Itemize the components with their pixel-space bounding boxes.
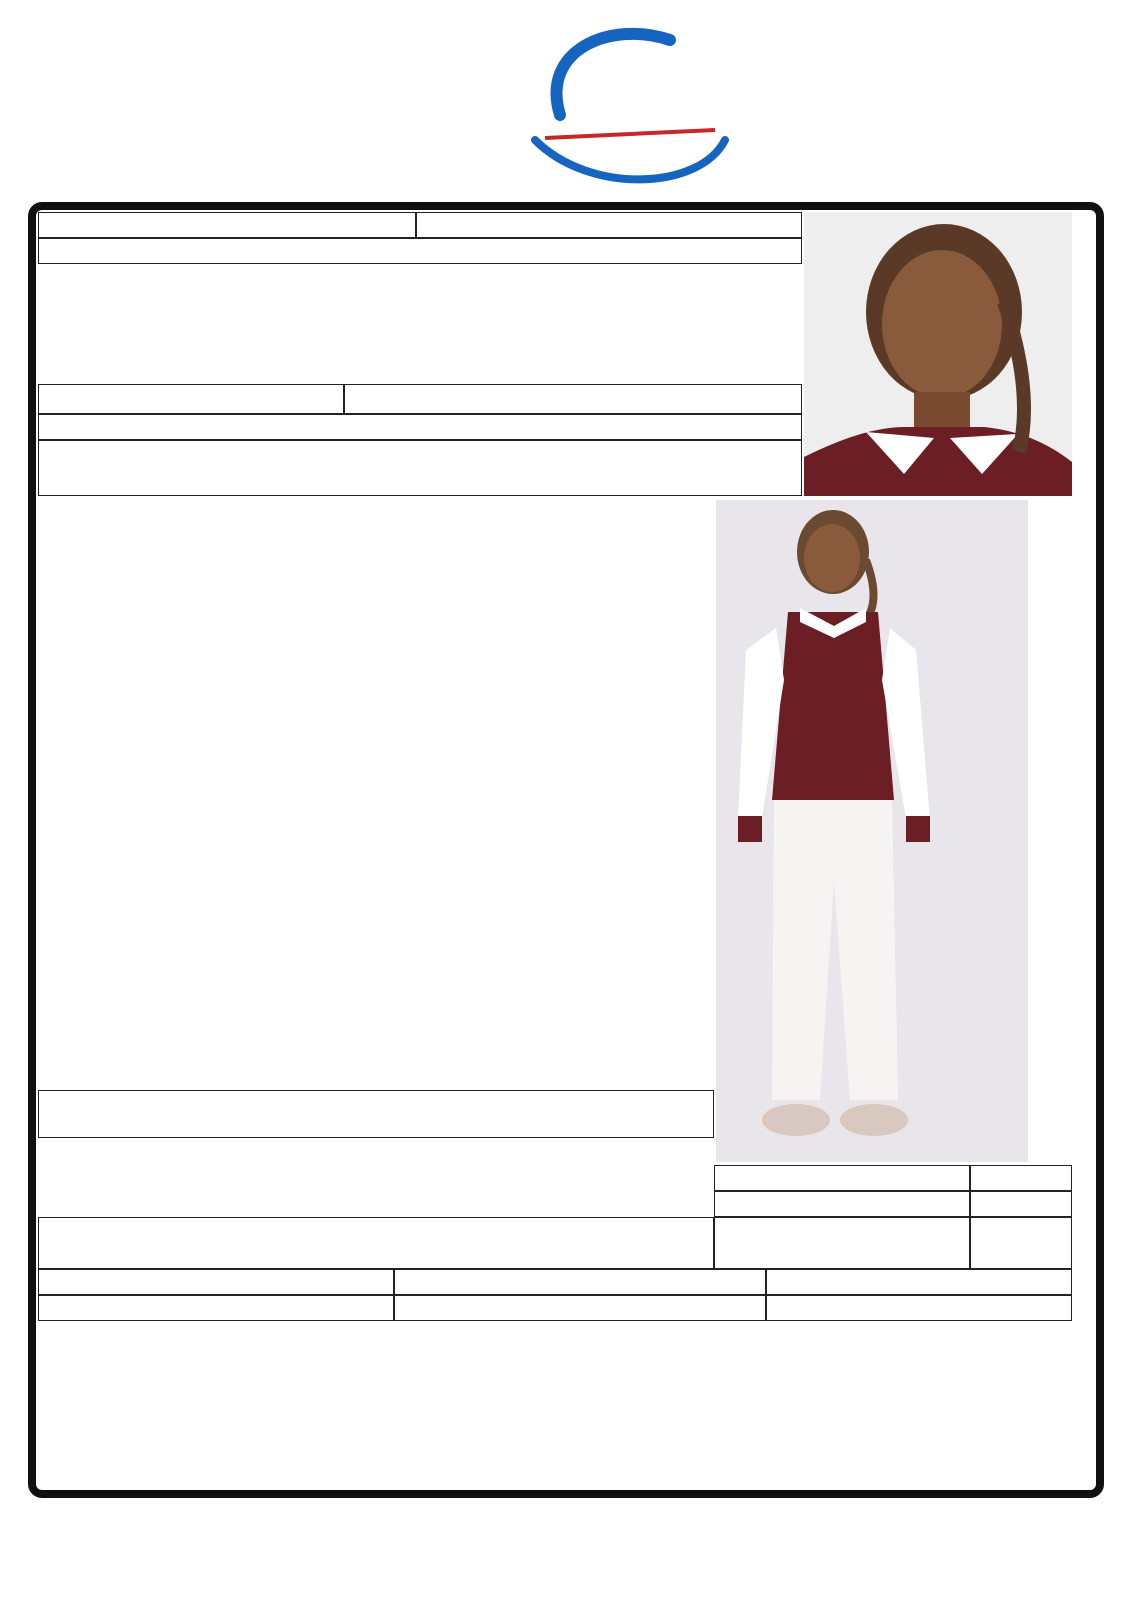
country2-cell (766, 1269, 1072, 1295)
period1-cell (394, 1295, 766, 1321)
employment-cell (38, 238, 802, 264)
language-title-cell (38, 1090, 714, 1138)
sp-name-value-cell (970, 1191, 1072, 1217)
blank-cell-b (970, 1217, 1072, 1269)
name-value-cell (344, 384, 802, 414)
name-label-cell (38, 384, 344, 414)
sp-name-cell (714, 1191, 970, 1217)
alm-logo (500, 20, 740, 190)
full-body-photo (716, 500, 1028, 1162)
blank-row (38, 414, 802, 440)
previous-title-cell (38, 1217, 714, 1269)
country1-cell (394, 1269, 766, 1295)
blank-cell-a (714, 1217, 970, 1269)
mobile-cell (38, 212, 416, 238)
country-label-cell (38, 1269, 394, 1295)
date-selected-cell (714, 1165, 970, 1191)
cv-form (28, 202, 1104, 1498)
portrait-photo (804, 212, 1072, 496)
details-title-cell (38, 440, 802, 496)
date-selected-value-cell (970, 1165, 1072, 1191)
mobile-value-cell (416, 212, 802, 238)
period-label-cell (38, 1295, 394, 1321)
period2-cell (766, 1295, 1072, 1321)
